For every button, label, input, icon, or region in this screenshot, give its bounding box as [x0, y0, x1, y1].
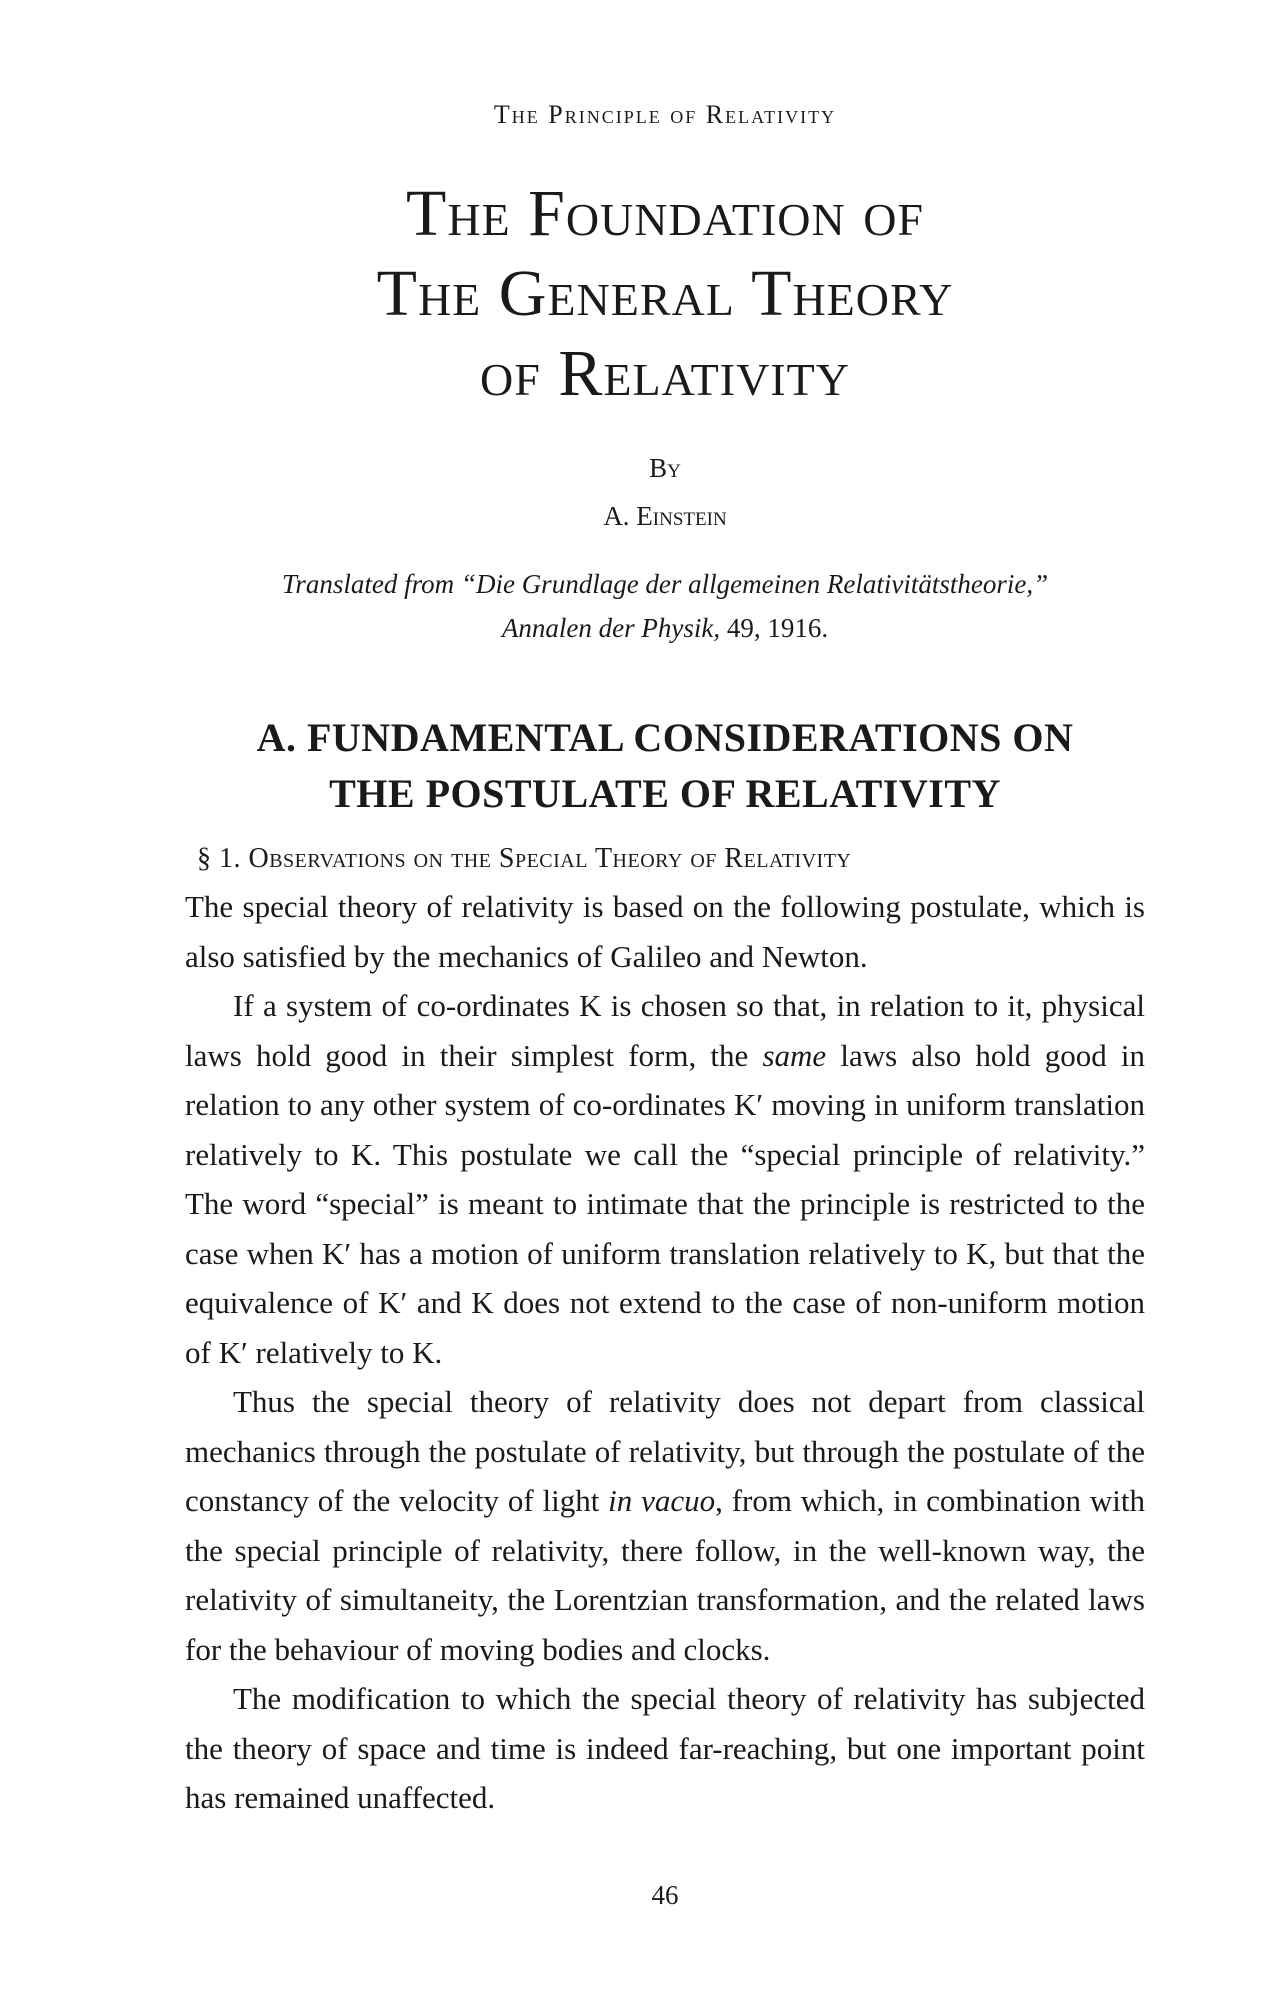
- section-heading-line-2: THE POSTULATE OF RELATIVITY: [329, 771, 1001, 816]
- paragraph-3-part-b: , from which, in combination with the special principle of relativity, there follow, in the well-known way, the relativity of simultaneity, the Lorentzian transformation, and the related laws for the behaviour of moving bodies and clocks.: [185, 1483, 1145, 1667]
- title-line-2: The General Theory: [376, 257, 954, 330]
- source-journal: Annalen der Physik,: [501, 613, 721, 643]
- title-line-3: of Relativity: [480, 337, 850, 410]
- page-number: 46: [651, 1880, 679, 1910]
- source-volume-year: 49, 1916.: [720, 613, 829, 643]
- paragraph-2-part-b: laws also hold good in relation to any other system of co-ordinates K′ moving in uniform translation relatively to K. This postulate we call the “special principle of relativity.” The word “special” is meant to intimate that the principle is restricted to the case when K′ has a motion of uniform translation relatively to K, but that the equivalence of K′ and K does not extend to the case of non-uniform motion of K′ relatively to K.: [185, 1037, 1145, 1370]
- paragraph-2-part-a: If a system of co-ordinates K is chosen so that, in relation to it, physical laws hold good in their simplest form, the: [185, 988, 1145, 1073]
- book-page: [185, 100, 1145, 1910]
- source-line-2: [185, 606, 1145, 650]
- paragraph-3-part-a: Thus the special theory of relativity does not depart from classical mechanics through the postulate of relativity, but through the postulate of the constancy of the velocity of light: [185, 1384, 1145, 1518]
- byline: By: [649, 453, 681, 483]
- paragraph-2: [185, 981, 1145, 1377]
- title-line-1: The Foundation of: [406, 177, 924, 250]
- paragraph-4: The modification to which the special theory of relativity has subjected the theory of space and time is indeed far-reaching, but one important point has remained unaffected.: [185, 1681, 1145, 1815]
- running-head: The Principle of Relativity: [493, 100, 837, 129]
- source-original-title: “Die Grundlage der allgemeinen Relativitätstheorie,”: [460, 569, 1049, 599]
- source-note: [185, 562, 1145, 650]
- paragraph-1: The special theory of relativity is based on the following postulate, which is also satisfied by the mechanics of Galileo and Newton.: [185, 889, 1145, 974]
- subsection-heading: § 1. Observations on the Special Theory of Relativity: [197, 843, 852, 874]
- paragraph-3: [185, 1377, 1145, 1674]
- paragraph-3-emphasis: in vacuo: [608, 1483, 716, 1518]
- author-name: A. Einstein: [603, 501, 727, 531]
- source-line-1: [185, 562, 1145, 606]
- section-heading: [185, 710, 1145, 822]
- article-title: [185, 174, 1145, 414]
- section-heading-line-1: A. FUNDAMENTAL CONSIDERATIONS ON: [256, 715, 1074, 760]
- paragraph-2-emphasis: same: [762, 1037, 827, 1073]
- source-prefix: Translated from: [281, 569, 461, 599]
